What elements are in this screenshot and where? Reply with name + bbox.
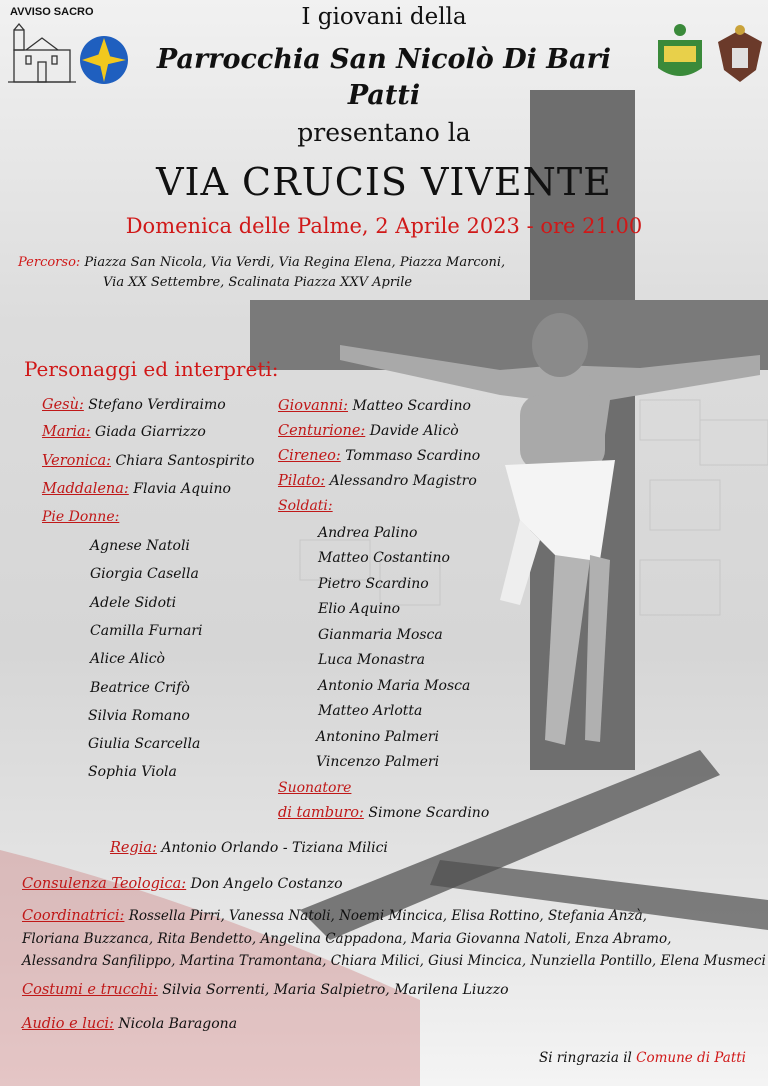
footer-thanks: [539, 1050, 746, 1066]
header-parish-name: Parrocchia San Nicolò Di Bari: [156, 44, 612, 75]
actor-name: Davide Alicò: [369, 423, 459, 439]
credit-value: Rossella Pirri, Vanessa Natoli, Noemi Mincica, Elisa Rottino, Stefania Anzà,: [128, 908, 647, 924]
actor-name: Simone Scardino: [368, 805, 490, 821]
credit-label: Audio e luci:: [22, 1016, 114, 1032]
credit-costumi: [22, 982, 509, 998]
soldato-name: Pietro Scardino: [318, 576, 429, 592]
soldato-name: Antonino Palmeri: [316, 729, 439, 745]
actor-name: Tommaso Scardino: [345, 448, 481, 464]
credit-regia: [110, 840, 388, 856]
credit-value: Nicola Baragona: [118, 1016, 238, 1032]
soldati-label: Soldati:: [278, 498, 333, 514]
percorso-line-1: [18, 255, 505, 270]
soldato-name: Gianmaria Mosca: [318, 627, 443, 643]
thanks-text: Si ringrazia il: [538, 1050, 632, 1066]
cast-heading: Personaggi ed interpreti:: [24, 357, 279, 381]
cast-row-maria: [42, 424, 206, 440]
credit-consulenza: [22, 876, 343, 892]
pie-donne-label: Pie Donne:: [42, 509, 120, 525]
pie-donna-name: Sophia Viola: [88, 764, 177, 780]
pie-donna-name: Giorgia Casella: [90, 566, 199, 582]
cast-row-veronica: [42, 453, 254, 469]
role-label: Veronica:: [42, 453, 112, 469]
actor-name: Flavia Aquino: [133, 481, 231, 497]
actor-name: Chiara Santospirito: [115, 453, 255, 469]
soldato-name: Matteo Arlotta: [318, 703, 423, 719]
percorso-label: Percorso:: [18, 255, 81, 270]
pie-donna-name: Silvia Romano: [88, 708, 190, 724]
percorso-route-1: Piazza San Nicola, Via Verdi, Via Regina Elena, Piazza Marconi,: [84, 255, 506, 270]
actor-name: Matteo Scardino: [352, 398, 471, 414]
role-label: Giovanni:: [278, 398, 348, 414]
pie-donna-name: Camilla Furnari: [90, 623, 203, 639]
soldato-name: Matteo Costantino: [318, 550, 450, 566]
pie-donna-name: Alice Alicò: [90, 651, 165, 667]
role-label: Centurione:: [278, 423, 366, 439]
comune-name: Comune di Patti: [636, 1050, 746, 1066]
soldato-name: Antonio Maria Mosca: [318, 678, 471, 694]
role-label: Maria:: [42, 424, 91, 440]
credit-coordinatrici-3: Alessandra Sanfilippo, Martina Tramontana, Chiara Milici, Giusi Mincica, Nunziella Pontillo, Elena Musmeci: [22, 953, 766, 969]
actor-name: Alessandro Magistro: [329, 473, 477, 489]
credit-label: Costumi e trucchi:: [22, 982, 158, 998]
credit-label: Regia:: [110, 840, 157, 856]
credit-label: Consulenza Teologica:: [22, 876, 187, 892]
avviso-sacro-label: AVVISO SACRO: [10, 6, 94, 18]
credit-value: Silvia Sorrenti, Maria Salpietro, Marilena Liuzzo: [162, 982, 509, 998]
role-label: Cireneo:: [278, 448, 341, 464]
cast-row-pilato: [278, 473, 477, 489]
cast-row-giovanni: [278, 398, 471, 414]
header-town: Patti: [347, 80, 421, 111]
pie-donna-name: Adele Sidoti: [90, 595, 177, 611]
cross-horizontal-beam: [250, 300, 768, 370]
header-presentano: presentano la: [297, 118, 471, 147]
role-label: Pilato:: [278, 473, 326, 489]
credit-value: Don Angelo Costanzo: [190, 876, 343, 892]
cast-row-cireneo: [278, 448, 480, 464]
suonatore-label-1: Suonatore: [278, 780, 352, 796]
credit-coordinatrici-2: Floriana Buzzanca, Rita Bendetto, Angelina Cappadona, Maria Giovanna Natoli, Enza Abramo,: [22, 931, 672, 947]
credit-coordinatrici-1: [22, 908, 647, 924]
pie-donna-name: Beatrice Crifò: [90, 680, 190, 696]
header-line-giovani: I giovani della: [301, 4, 467, 30]
event-title: VIA CRUCIS VIVENTE: [156, 160, 612, 204]
cast-row-gesu: [42, 397, 226, 413]
credit-audio: [22, 1016, 237, 1032]
credit-label: Coordinatrici:: [22, 908, 125, 924]
credit-value: Antonio Orlando - Tiziana Milici: [161, 840, 388, 856]
actor-name: Giada Giarrizzo: [95, 424, 206, 440]
soldato-name: Elio Aquino: [318, 601, 401, 617]
cast-row-maddalena: [42, 481, 231, 497]
cast-row-suonatore: [278, 805, 489, 821]
pie-donna-name: Giulia Scarcella: [88, 736, 201, 752]
role-label: di tamburo:: [278, 805, 364, 821]
role-label: Maddalena:: [42, 481, 129, 497]
percorso-route-2: Via XX Settembre, Scalinata Piazza XXV Aprile: [103, 275, 413, 290]
actor-name: Stefano Verdiraimo: [88, 397, 226, 413]
soldato-name: Andrea Palino: [318, 525, 418, 541]
role-label: Gesù:: [42, 397, 84, 413]
cast-row-centurione: [278, 423, 459, 439]
event-date: Domenica delle Palme, 2 Aprile 2023 - ore 21.00: [125, 214, 643, 238]
pie-donna-name: Agnese Natoli: [90, 538, 190, 554]
soldato-name: Luca Monastra: [318, 652, 425, 668]
soldato-name: Vincenzo Palmeri: [316, 754, 440, 770]
